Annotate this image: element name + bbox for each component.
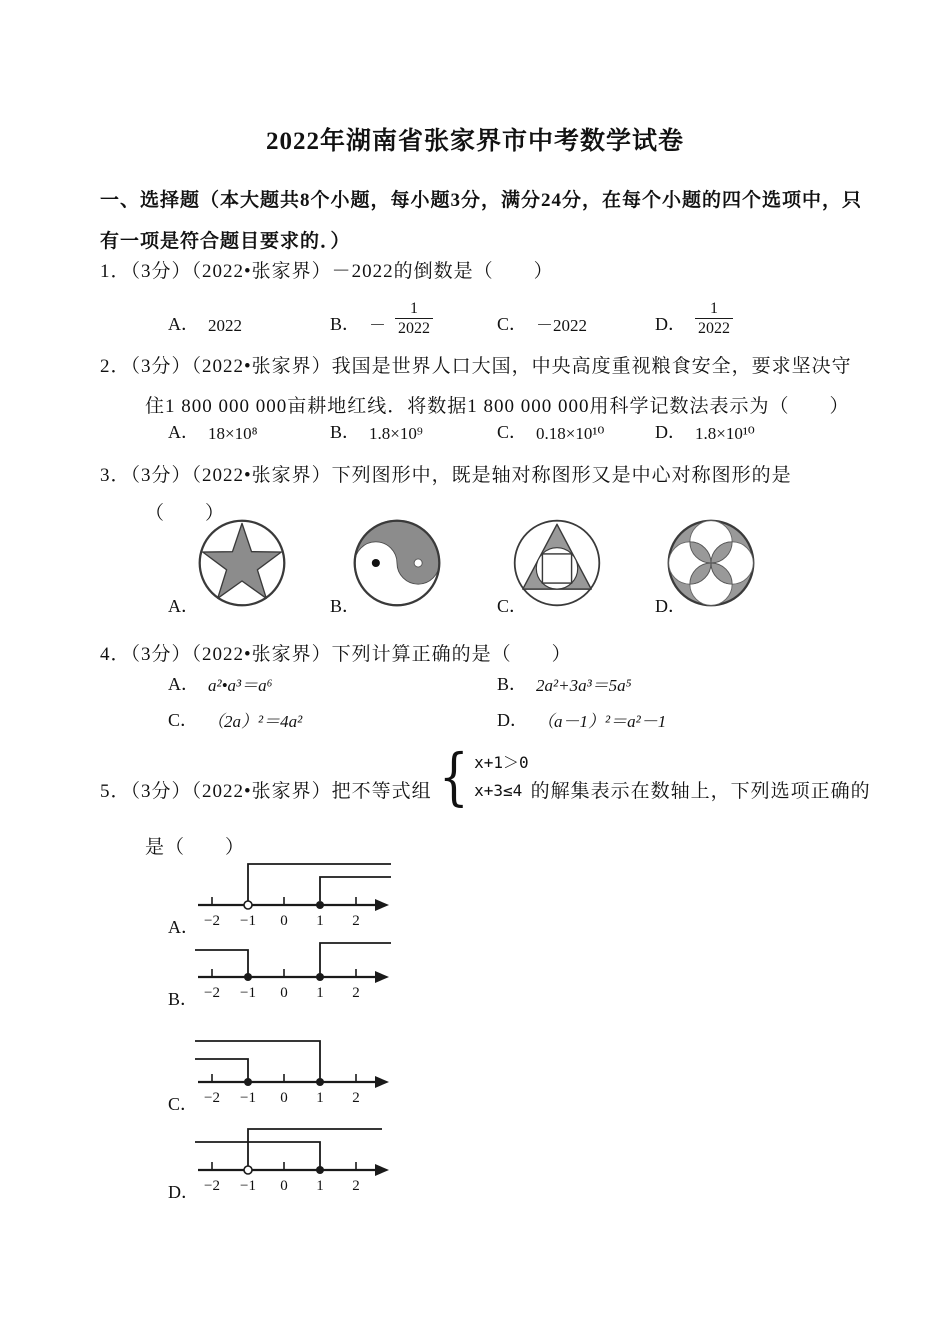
fraction-denominator: 2022 <box>395 318 433 338</box>
q2-option-a-value: 18×10⁸ <box>208 424 258 443</box>
q1-option-b-label: B． <box>330 314 361 334</box>
number-line-c <box>192 1034 397 1114</box>
q5-stem-line2: 是（ ） <box>145 837 246 858</box>
q1-option-c-value: －2022 <box>536 316 588 335</box>
svg-text:2: 2 <box>352 1178 360 1194</box>
q4-stem: 4．（3分）（2022•张家界）下列计算正确的是（ ） <box>100 644 572 665</box>
svg-text:2: 2 <box>352 1090 360 1106</box>
q5-inequality-bottom: x+3≤4 <box>474 781 523 801</box>
q4-options-row1 <box>100 668 880 696</box>
q4-option-c-label: C． <box>168 710 199 730</box>
q5-option-b-label: B． <box>168 989 199 1009</box>
q1-option-d <box>655 297 733 336</box>
svg-text:−2: −2 <box>204 913 220 929</box>
q1-option-d-label: D． <box>655 314 686 334</box>
svg-text:−1: −1 <box>240 913 256 929</box>
q2-option-d <box>655 418 755 444</box>
svg-text:2: 2 <box>352 913 360 929</box>
solid-point <box>316 973 324 981</box>
svg-text:1: 1 <box>316 913 324 929</box>
q2-stem-line1: 2．（3分）（2022•张家界）我国是世界人口大国，中央高度重视粮食安全，要求坚决守 <box>100 356 852 377</box>
svg-text:−1: −1 <box>240 985 256 1001</box>
q1-option-c <box>497 310 587 336</box>
arrow-head <box>375 1164 389 1176</box>
solid-point <box>316 1166 324 1174</box>
q2-option-b-value: 1.8×10⁹ <box>369 424 423 443</box>
arrow-head <box>375 971 389 983</box>
q1-option-c-label: C． <box>497 314 528 334</box>
svg-text:0: 0 <box>280 913 288 929</box>
q5-option-c-label: C． <box>168 1094 199 1114</box>
q4-option-b-value: 2a²+3a³＝5a⁵ <box>536 676 632 695</box>
q2-option-a-label: A． <box>168 422 199 442</box>
q1-option-a-value: 2022 <box>208 316 242 335</box>
q3-stem-line2: （ ） <box>145 503 226 524</box>
q3-option-d-label: D． <box>655 596 686 616</box>
q1-options <box>100 282 880 336</box>
q1-option-b <box>330 297 433 336</box>
q2-option-c-value: 0.18×10¹⁰ <box>536 424 605 443</box>
q4-option-a-label: A． <box>168 674 199 694</box>
q3-figure-labels <box>100 594 880 618</box>
svg-text:1: 1 <box>316 985 324 1001</box>
q5-numberline-b <box>100 929 880 1013</box>
q1-option-a-label: A． <box>168 314 199 334</box>
svg-text:2: 2 <box>352 985 360 1001</box>
q4-option-a <box>168 670 273 696</box>
q2-option-a <box>168 418 258 444</box>
solid-point <box>316 1078 324 1086</box>
section-heading-line2: 有一项是符合题目要求的．） <box>100 231 351 252</box>
q5-inequality-system <box>434 740 529 813</box>
q4-options-row2 <box>100 704 880 732</box>
q4-option-d-label: D． <box>497 710 528 730</box>
number-line-b <box>192 929 397 1009</box>
svg-text:−2: −2 <box>204 1090 220 1106</box>
q3-option-c-label: C． <box>497 596 528 616</box>
svg-text:−1: −1 <box>240 1178 256 1194</box>
q2-option-c <box>497 418 604 444</box>
solid-point <box>316 901 324 909</box>
q1-option-a <box>168 310 242 336</box>
q4-option-d <box>497 706 666 732</box>
svg-text:0: 0 <box>280 1178 288 1194</box>
svg-text:0: 0 <box>280 985 288 1001</box>
q5-inequality-top: x+1＞0 <box>474 753 529 773</box>
q5-numberline-c <box>100 1034 880 1118</box>
q1-option-b-fraction <box>395 299 433 338</box>
q3-option-b-label: B． <box>330 596 361 616</box>
fraction-numerator: 1 <box>410 299 419 317</box>
q5-stem-suffix: 的解集表示在数轴上，下列选项正确的 <box>530 780 871 802</box>
q2-stem-line2: 住1 800 000 000亩耕地红线．将数据1 800 000 000用科学记数法表示为（ ） <box>145 396 850 417</box>
q4-option-d-value: （a－1）²＝a²－1 <box>537 712 667 731</box>
q1-option-d-fraction <box>695 299 733 338</box>
q5-stem-line1 <box>100 740 871 813</box>
q5-option-d-label: D． <box>168 1182 199 1202</box>
svg-text:1: 1 <box>316 1178 324 1194</box>
solid-point <box>244 973 252 981</box>
fraction-denominator: 2022 <box>695 318 733 338</box>
q2-options <box>100 418 880 444</box>
q2-option-c-label: C． <box>497 422 528 442</box>
open-point <box>244 1166 252 1174</box>
q4-option-b <box>497 670 632 696</box>
q5-numberline-d <box>100 1122 880 1206</box>
q2-option-d-label: D． <box>655 422 686 442</box>
q3-stem-line1: 3．（3分）（2022•张家界）下列图形中，既是轴对称图形又是中心对称图形的是 <box>100 465 792 486</box>
section-heading-line1: 一、选择题（本大题共8个小题，每小题3分，满分24分，在每个小题的四个选项中，只 <box>100 190 863 211</box>
q4-option-a-value: a²•a³＝a⁶ <box>208 676 273 695</box>
number-line-a <box>192 857 397 937</box>
left-brace: { <box>438 740 470 813</box>
q2-option-b <box>330 418 423 444</box>
q4-option-c-value: （2a）²＝4a² <box>207 712 303 731</box>
q5-stem-prefix: 5．（3分）（2022•张家界）把不等式组 <box>100 780 432 802</box>
number-line-d <box>192 1122 397 1202</box>
page-title: 2022年湖南省张家界市中考数学试卷 <box>265 128 684 155</box>
fraction-numerator: 1 <box>710 299 718 317</box>
svg-text:−2: −2 <box>204 985 220 1001</box>
svg-text:0: 0 <box>280 1090 288 1106</box>
q4-option-c <box>168 706 302 732</box>
svg-text:−2: −2 <box>204 1178 220 1194</box>
open-point <box>244 901 252 909</box>
q3-option-a-label: A． <box>168 596 199 616</box>
q5-option-a-label: A． <box>168 917 199 937</box>
q1-option-b-minus: － <box>369 316 387 335</box>
q1-stem: 1．（3分）（2022•张家界）－2022的倒数是（ ） <box>100 261 554 282</box>
arrow-head <box>375 1076 389 1088</box>
q2-option-d-value: 1.8×10¹⁰ <box>695 424 755 443</box>
q4-option-b-label: B． <box>497 674 528 694</box>
solid-point <box>244 1078 252 1086</box>
q2-option-b-label: B． <box>330 422 361 442</box>
arrow-head <box>375 899 389 911</box>
svg-text:−1: −1 <box>240 1090 256 1106</box>
svg-text:1: 1 <box>316 1090 324 1106</box>
